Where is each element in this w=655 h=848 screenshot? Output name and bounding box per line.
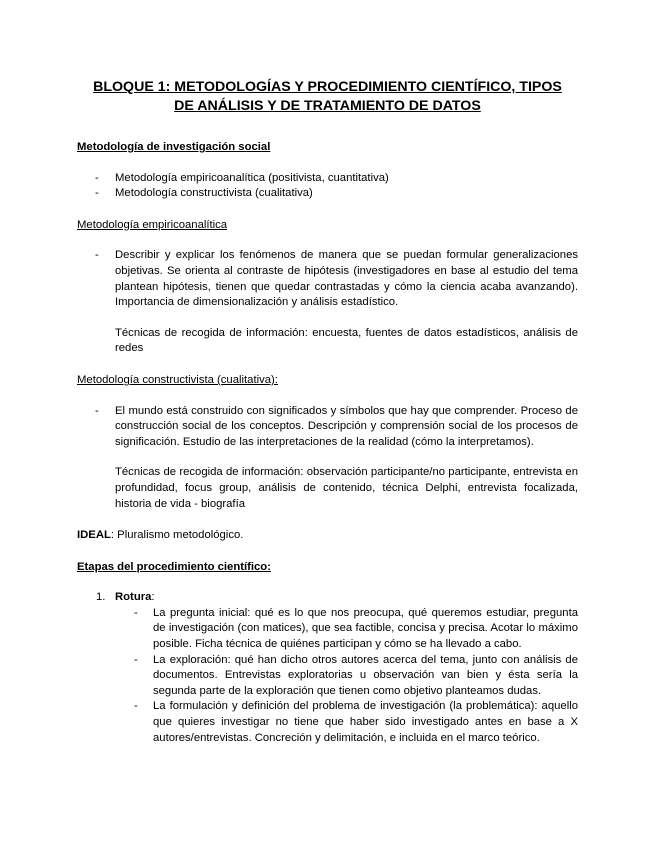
step-colon: : (151, 591, 155, 604)
title-line-1: BLOQUE 1: METODOLOGÍAS Y PROCEDIMIENTO CIENTÍFICO, TIPOS (93, 79, 562, 95)
section-heading-constructivista: Metodología constructivista (cualitativa): (77, 373, 278, 386)
step-sublist (115, 606, 578, 746)
section-heading-empiricoanalitica: Metodología empiricoanalítica (77, 218, 228, 231)
sub-list-item: - La formulación y definición del problema de investigación (la problemática): aquello que quieres investigar no tiene que haber sido investigado antes en base a X autores/entrevistas. Concreción y delimitación, e incluida en el marco teórico. (115, 699, 578, 746)
ideal-line (77, 528, 578, 544)
list-item: - Metodología empiricoanalítica (positivista, cuantitativa) (77, 171, 578, 187)
empiricoanalitica-list (77, 248, 578, 310)
steps-list (77, 590, 578, 746)
section-heading-etapas: Etapas del procedimiento científico: (77, 560, 271, 573)
list-item: - Describir y explicar los fenómenos de manera que se puedan formular generalizaciones objetivas. Se orienta al contraste de hipótesis (investigadores en base al estudio del tema plantean hipótesis, tienen que quedar contrastadas y cómo la ciencia acaba avanzando). Importancia de dimensionalización y análisis estadístico. (77, 248, 578, 310)
section-heading-investigacion-social: Metodología de investigación social (77, 141, 271, 153)
sub-list-item: - La exploración: qué han dicho otros autores acerca del tema, junto con análisis de documentos. Entrevistas exploratorias u observación van bien y ésta sería la segunda parte de la exploración que tienen como objetivo planteamos dudas. (115, 653, 578, 700)
list-item: - El mundo está construido con significados y símbolos que hay que comprender. Proceso de construcción social de los conceptos. Descripción y comprensión social de los procesos de significación. Estudio de las interpretaciones de la realidad (cómo la interpretamos). (77, 404, 578, 451)
document-title (77, 78, 578, 116)
title-line-2: DE ANÁLISIS Y DE TRATAMIENTO DE DATOS (174, 98, 481, 114)
methodology-list (77, 171, 578, 202)
step-item (77, 590, 578, 746)
constructivista-techniques: Técnicas de recogida de información: observación participante/no participante, entrevista en profundidad, focus group, análisis de contenido, técnica Delphi, entrevista focalizada, historia de vida - biografía (115, 466, 578, 510)
sub-list-item: - La pregunta inicial: qué es lo que nos preocupa, qué queremos estudiar, pregunta de investigación (con matices), que sea factible, concisa y precisa. Acotar lo máximo posible. Ficha técnica de quiénes participan y cómo se ha llevado a cabo. (115, 606, 578, 653)
step-number: 1. (96, 591, 106, 604)
empiricoanalitica-techniques: Técnicas de recogida de información: encuesta, fuentes de datos estadísticos, análisis de redes (115, 326, 578, 355)
ideal-text: : Pluralismo metodológico. (110, 529, 244, 542)
step-label: Rotura (115, 591, 152, 604)
list-item: - Metodología constructivista (cualitativa) (77, 186, 578, 202)
ideal-label: IDEAL (77, 529, 111, 542)
constructivista-list (77, 404, 578, 451)
